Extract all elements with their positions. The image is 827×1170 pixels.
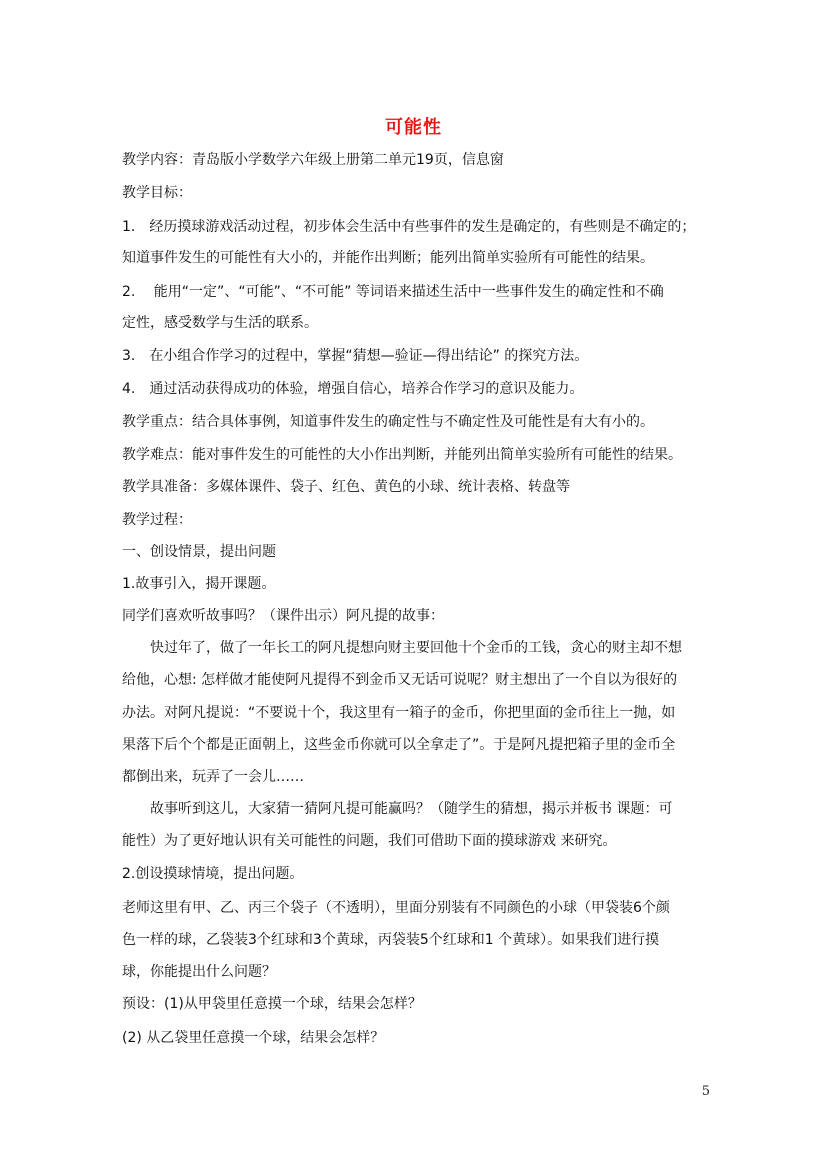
page-number: 5: [701, 1084, 710, 1099]
text-line: (2) 从乙袋里任意摸一个球，结果会怎样？: [122, 1030, 385, 1046]
text-line: 3. 在小组合作学习的过程中，掌握“猜想—验证—得出结论” 的探究方法。: [122, 348, 589, 364]
text-line: 定性，感受数学与生活的联系。: [122, 315, 318, 331]
text-line: 教学目标：: [122, 185, 192, 201]
text-line: 1.故事引入，揭开课题。: [122, 576, 276, 592]
text-line: 2. 能用“一定”、“可能”、“不可能” 等词语来描述生活中一些事件发生的确定性和不确: [122, 284, 664, 300]
text-line: 教学过程：: [122, 512, 192, 528]
text-line: 果落下后个个都是正面朝上，这些金币你就可以全拿走了”。于是阿凡提把箱子里的金币全: [122, 737, 676, 753]
section-heading: 一、创设情景，提出问题: [122, 544, 276, 560]
text-line: 能性）为了更好地认识有关可能性的问题，我们可借助下面的摸球游戏 来研究。: [122, 833, 617, 849]
document-title: 可能性: [385, 117, 442, 138]
text-line: 同学们喜欢听故事吗？（课件出示）阿凡提的故事：: [122, 608, 444, 624]
text-line: 知道事件发生的可能性有大小的，并能作出判断；能列出简单实验所有可能性的结果。: [122, 250, 654, 266]
text-line: 教学具准备：多媒体课件、袋子、红色、黄色的小球、统计表格、转盘等: [122, 479, 570, 495]
text-line: 教学内容：青岛版小学数学六年级上册第二单元19页，信息窗: [122, 152, 504, 168]
text-line: 预设：(1)从甲袋里任意摸一个球，结果会怎样？: [122, 996, 422, 1012]
text-line: 故事听到这儿，大家猜一猜阿凡提可能赢吗？（随学生的猜想，揭示并板书 课题：可: [122, 801, 673, 817]
text-line: 老师这里有甲、乙、丙三个袋子（不透明），里面分别装有不同颜色的小球（甲袋装6个颜: [122, 900, 670, 916]
text-line: 2.创设摸球情境，提出问题。: [122, 866, 304, 882]
text-line: 1. 经历摸球游戏活动过程，初步体会生活中有些事件的发生是确定的，有些则是不确定的；: [122, 219, 696, 235]
text-line: 4. 通过活动获得成功的体验，增强自信心，培养合作学习的意识及能力。: [122, 381, 584, 397]
text-line: 给他，心想: 怎样做才能使阿凡提得不到金币又无话可说呢？财主想出了一个自以为很好的: [122, 672, 678, 688]
text-line: 快过年了，做了一年长工的阿凡提想向财主要回他十个金币的工钱，贪心的财主却不想: [122, 640, 682, 656]
text-line: 教学重点：结合具体事例，知道事件发生的确定性与不确定性及可能性是有大有小的。: [122, 414, 654, 430]
text-line: 办法。对阿凡提说：“不要说十个，我这里有一箱子的金币，你把里面的金币往上一抛，如: [122, 705, 676, 721]
text-line: 色一样的球，乙袋装3个红球和3个黄球，丙袋装5个红球和1 个黄球）。如果我们进行摸: [122, 932, 660, 948]
text-line: 都倒出来，玩弄了一会儿……: [122, 769, 304, 785]
text-line: 球，你能提出什么问题？: [122, 964, 276, 980]
text-line: 教学难点：能对事件发生的可能性的大小作出判断，并能列出简单实验所有可能性的结果。: [122, 447, 682, 463]
